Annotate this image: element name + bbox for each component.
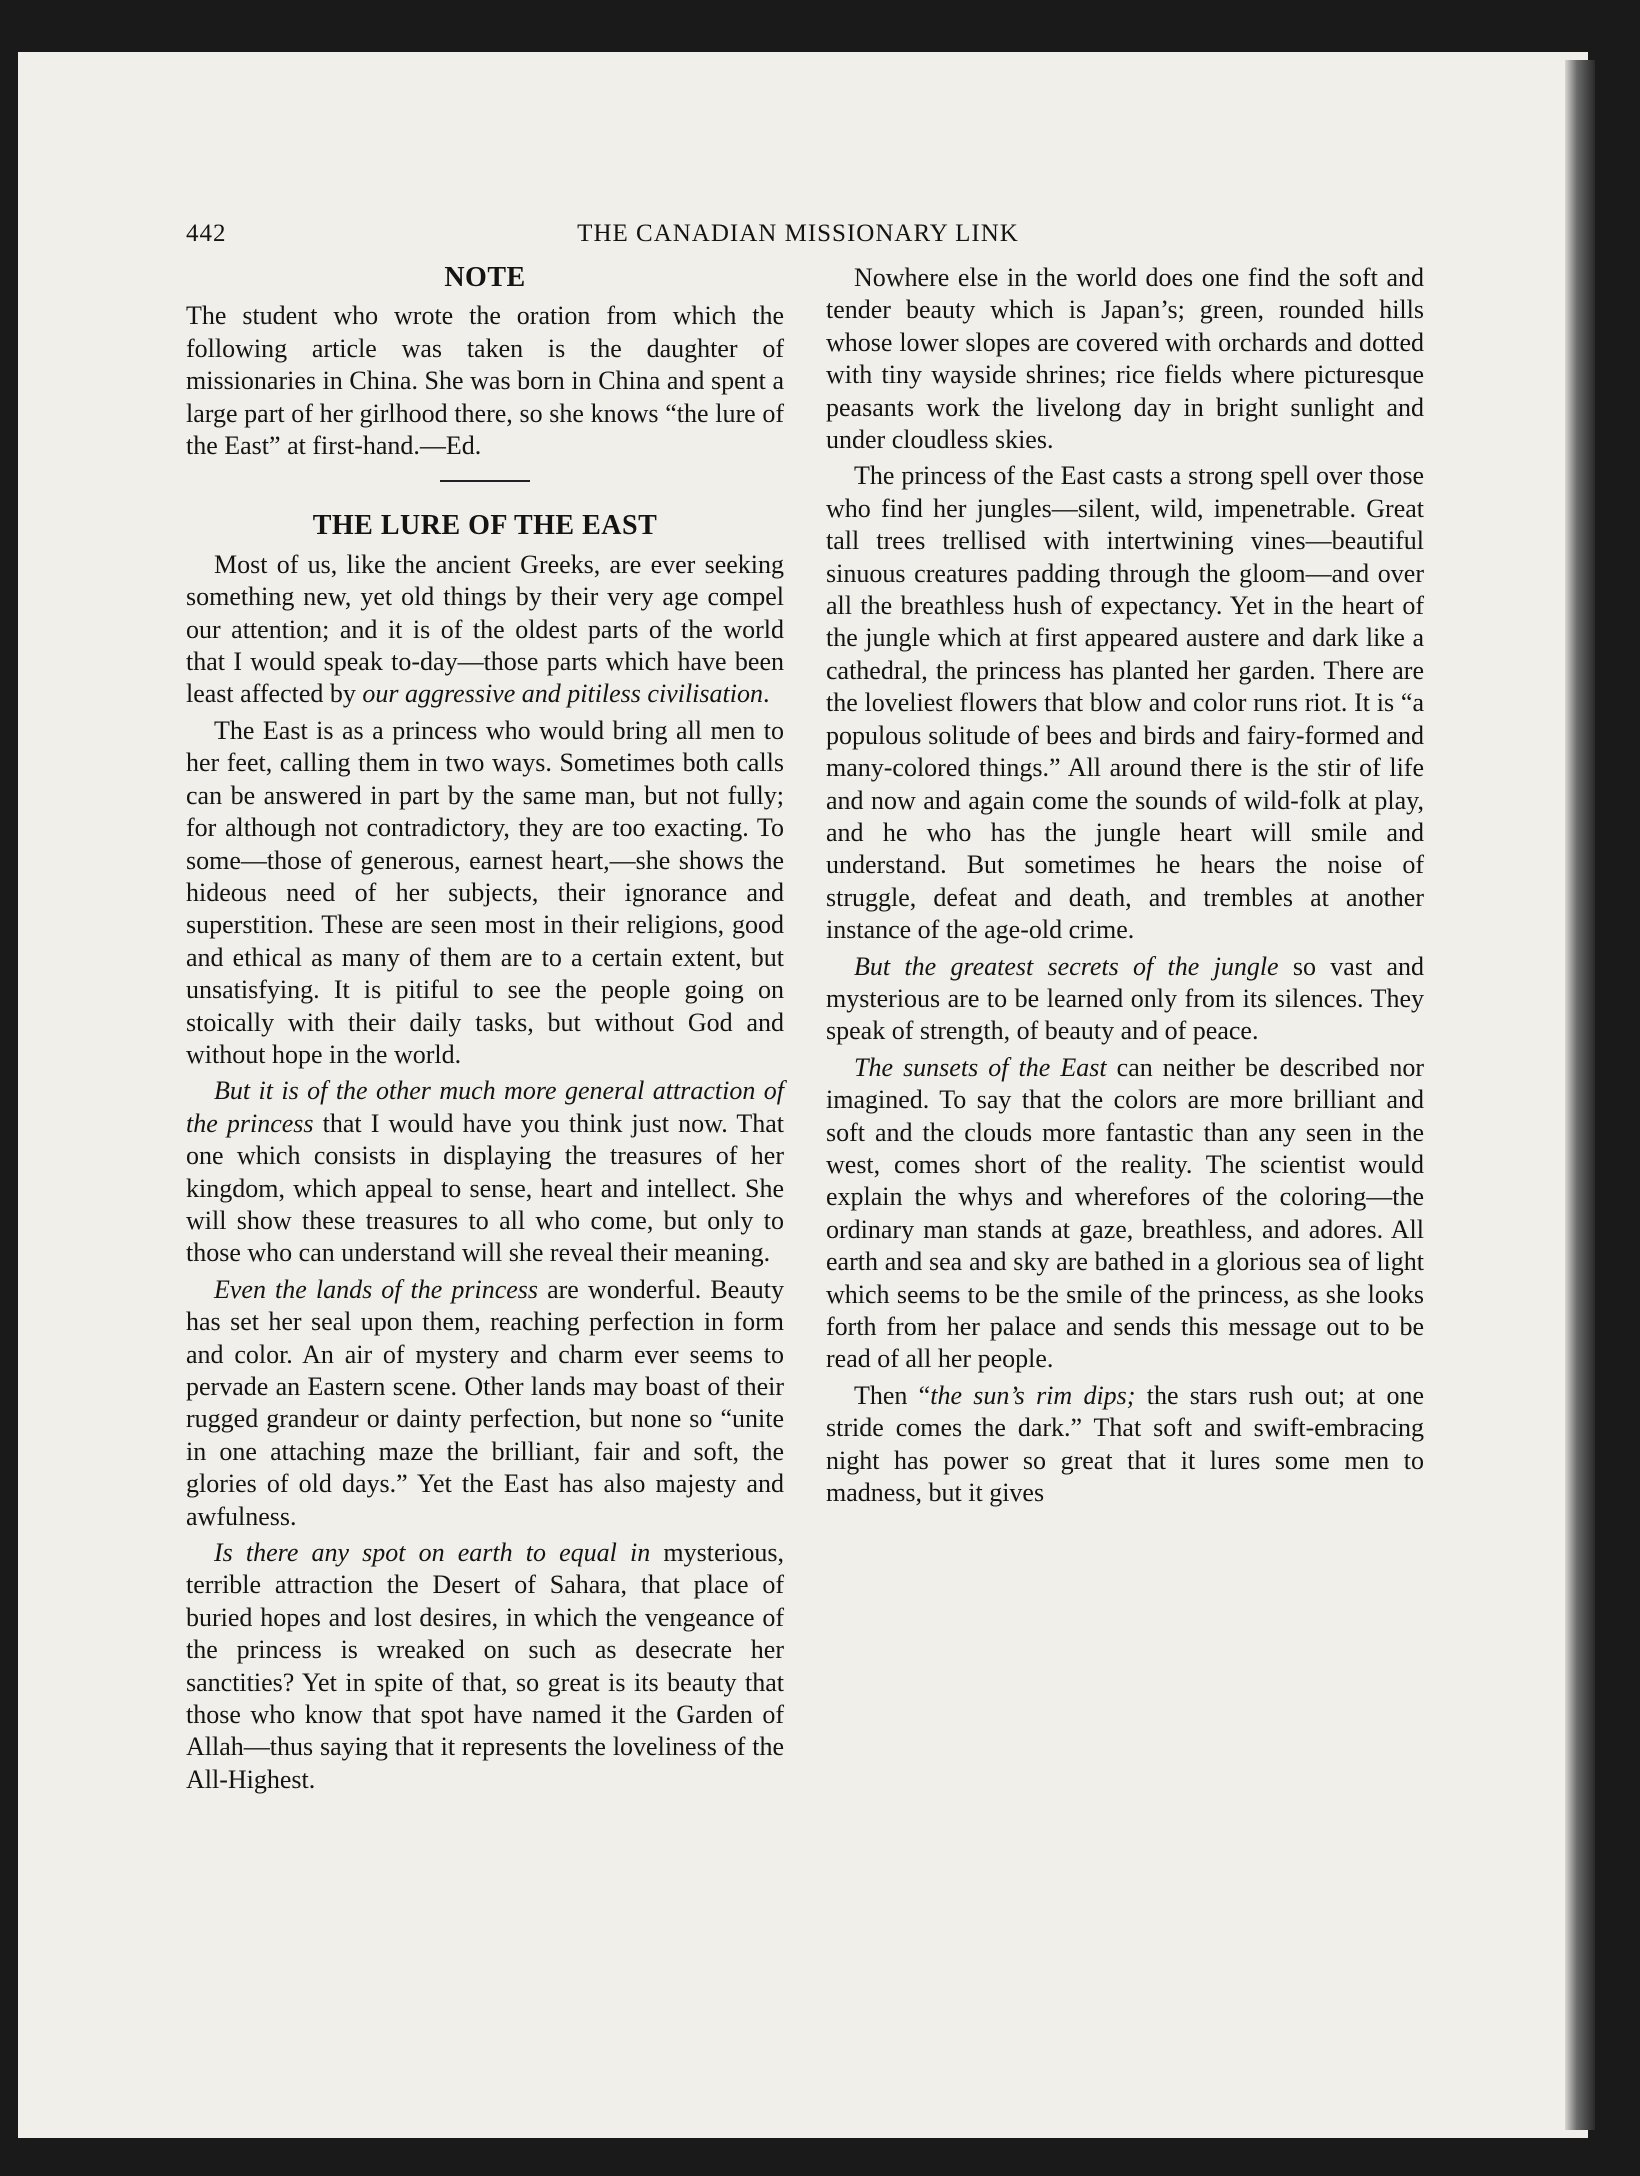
page-number: 442 <box>186 220 227 247</box>
book-spine-edge <box>1565 60 1595 2130</box>
publication-title: THE CANADIAN MISSIONARY LINK <box>577 220 1019 247</box>
article-paragraph-1: Most of us, like the ancient Greeks, are ever seeking something new, yet old things by their very age compel our attention; and it is of the oldest parts of the world that I would speak to-day—those parts which have been least affected by our aggressive and pitiless civilisation. <box>186 549 784 709</box>
article-paragraph-9: The sunsets of the East can neither be described nor imagined. To say that the colors are more brilliant and soft and the clouds more fantastic than any seen in the west, comes short of the reality. The scientist would explain the whys and wherefores of the coloring—the ordinary man stands at gaze, breathless, and adores. All earth and sea and sky are bathed in a glorious sea of light which seems to be the smile of the princess, as she looks forth from her palace and sends this message out to be read of all her people. <box>826 1052 1424 1374</box>
article-paragraph-2: The East is as a princess who would bring all men to her feet, calling them in two ways. Sometimes both calls can be answered in part by the same man, but not fully; for although not contradictory, they are too exacting. To some—those of generous, earnest heart,—she shows the hideous need of her subjects, their ignorance and superstition. These are seen most in their religions, good and ethical as many of them are to a certain extent, but unsatisfying. It is pitiful to see the people going on stoically with their daily tasks, but without God and without hope in the world. <box>186 715 784 1069</box>
running-head <box>186 220 1410 254</box>
article-paragraph-5: Is there any spot on earth to equal in mysterious, terrible attraction the Desert of Sahara, that place of buried hopes and lost desires, in which the vengeance of the princess is wreaked on such as desecrate her sanctities? Yet in spite of that, so great is its beauty that those who know that spot have named it the Garden of Allah—thus saying that it represents the loveliness of the All-Highest. <box>186 1538 784 1794</box>
note-text: The student who wrote the oration from which the following article was taken is the daughter of missionaries in China. She was born in China and spent a large part of her girlhood there, so she knows “the lure of the East” at first-hand.—Ed. <box>186 301 784 461</box>
right-column <box>826 262 1424 1513</box>
article-paragraph-4: Even the lands of the princess are wonderful. Beauty has set her seal upon them, reaching perfection in form and color. An air of mystery and charm ever seems to pervade an Eastern scene. Other lands may boast of their rugged grandeur or dainty perfection, but none so “unite in one attaching maze the brilliant, fair and soft, the glories of old days.” Yet the East has also majesty and awfulness. <box>186 1274 784 1531</box>
article-title: THE LURE OF THE EAST <box>312 510 658 542</box>
section-divider <box>440 480 530 482</box>
article-paragraph-3: But it is of the other much more general attraction of the princess that I would have you think just now. That one which consists in displaying the treasures of her kingdom, which appeal to sense, heart and intellect. She will show these treasures to all who come, but only to those who can understand will she reveal their meaning. <box>186 1076 784 1268</box>
left-column <box>186 262 784 1800</box>
article-paragraph-7: The princess of the East casts a strong spell over those who find her jungles—silent, wild, impenetrable. Great tall trees trellised with intertwining vines—beautiful sinuous creatures padding through the gloom—and over all the breathless hush of expectancy. Yet in the heart of the jungle which at first appeared austere and dark like a cathedral, the princess has planted her garden. There are the loveliest flowers that blow and color runs riot. It is “a populous solitude of bees and birds and fairy-formed and many-colored things.” All around there is the stir of life and now and again come the sounds of wild-folk at play, and he who has the jungle heart will smile and understand. But sometimes he hears the noise of struggle, defeat and death, and trembles at another instance of the age-old crime. <box>826 461 1424 945</box>
article-paragraph-10: Then “the sun’s rim dips; the stars rush out; at one stride comes the dark.” That soft and swift-embracing night has power so great that it lures some men to madness, but it gives <box>826 1380 1424 1508</box>
article-paragraph-8: But the greatest secrets of the jungle so vast and mysterious are to be learned only from its silences. They speak of strength, of beauty and of peace. <box>826 951 1424 1046</box>
note-heading: NOTE <box>444 262 526 293</box>
article-paragraph-6: Nowhere else in the world does one find the soft and tender beauty which is Japan’s; green, rounded hills whose lower slopes are covered with orchards and dotted with tiny wayside shrines; rice fields where picturesque peasants work the livelong day in bright sunlight and under cloudless skies. <box>826 263 1424 455</box>
